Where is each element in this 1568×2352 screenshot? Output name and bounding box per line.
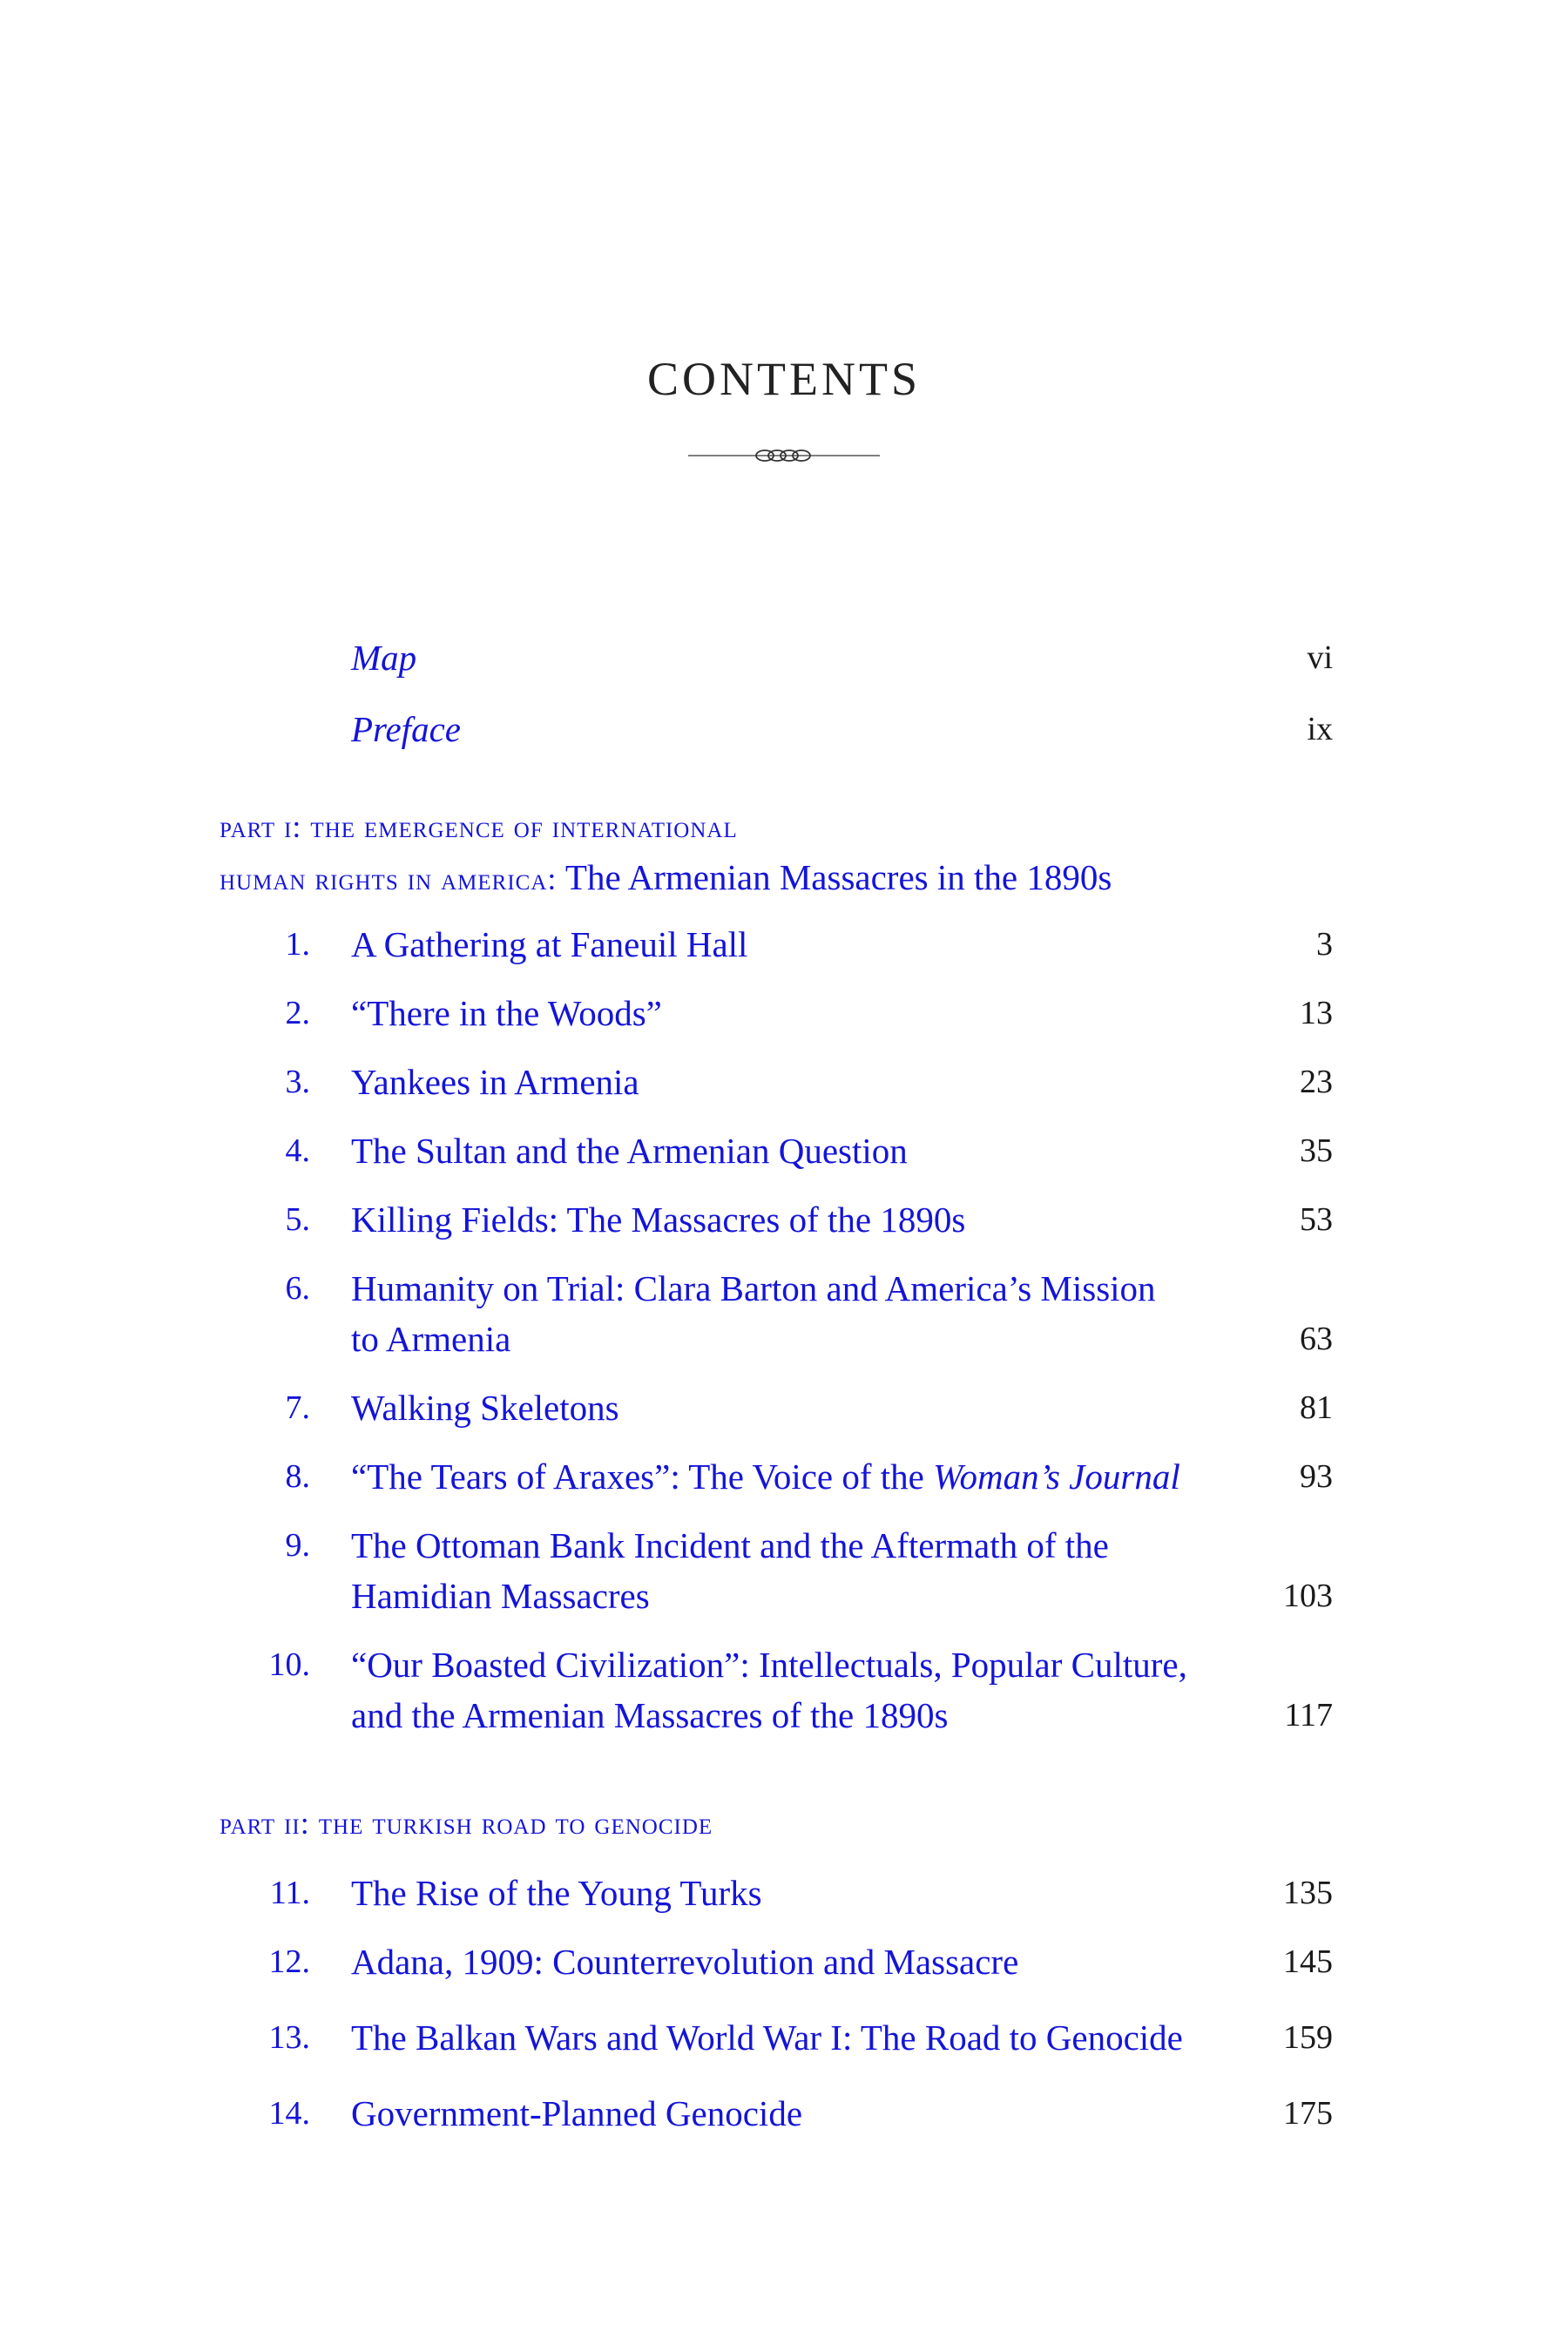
part-heading-1[interactable]	[220, 801, 1439, 904]
ornament-divider	[688, 443, 880, 469]
chapter-number: 6.	[285, 1270, 310, 1307]
part-heading-line: human rights in america: The Armenian Massacres in the 1890s	[220, 857, 1112, 897]
chapter-number: 13.	[268, 2019, 310, 2056]
chapter-page: 145	[1283, 1943, 1333, 1980]
chapter-number: 14.	[268, 2095, 310, 2132]
chapter-page: 135	[1283, 1875, 1333, 1911]
chapter-page: 35	[1300, 1132, 1333, 1169]
chapter-title[interactable]: Government-Planned Genocide	[351, 2093, 803, 2133]
chapter-number: 10.	[268, 1646, 310, 1683]
chapter-number: 7.	[285, 1389, 310, 1426]
chapter-title[interactable]: The Rise of the Young Turks	[351, 1873, 762, 1913]
chapter-number: 1.	[285, 926, 310, 963]
chapter-title-cont[interactable]: to Armenia	[351, 1319, 511, 1359]
chapter-title[interactable]: Adana, 1909: Counterrevolution and Massacre	[351, 1942, 1019, 1982]
chapter-title[interactable]: Walking Skeletons	[351, 1388, 619, 1428]
chapter-number: 11.	[269, 1875, 310, 1911]
chapter-page: 63	[1300, 1321, 1333, 1357]
chapter-number: 12.	[268, 1943, 310, 1980]
chapter-page: 3	[1316, 926, 1333, 963]
chapter-page: 13	[1300, 995, 1333, 1031]
chapter-title[interactable]: Humanity on Trial: Clara Barton and America’s Mission	[351, 1268, 1156, 1308]
chapter-number: 9.	[285, 1527, 310, 1564]
chapter-title[interactable]: The Ottoman Bank Incident and the Aftermath of the	[351, 1525, 1109, 1565]
page-title: CONTENTS	[647, 353, 921, 405]
chapter-title[interactable]: Yankees in Armenia	[351, 1062, 639, 1102]
chapter-title[interactable]: Killing Fields: The Massacres of the 1890s	[351, 1200, 966, 1240]
toc-entry-title[interactable]: Map	[351, 638, 417, 678]
chapter-number: 3.	[285, 1064, 310, 1100]
chapter-page: 53	[1300, 1201, 1333, 1238]
chapter-title-cont[interactable]: and the Armenian Massacres of the 1890s	[351, 1695, 949, 1735]
chapter-page: 175	[1283, 2095, 1333, 2132]
chapter-title[interactable]: “Our Boasted Civilization”: Intellectuals, Popular Culture,	[351, 1645, 1187, 1685]
chapter-number: 5.	[285, 1201, 310, 1238]
part-heading-line: part i: the emergence of international	[220, 809, 738, 844]
chapter-title[interactable]: “The Tears of Araxes”: The Voice of the Woman’s Journal	[351, 1456, 1180, 1497]
chapter-page: 159	[1283, 2019, 1333, 2056]
chapter-page: 103	[1283, 1578, 1333, 1614]
chapter-number: 2.	[285, 995, 310, 1031]
chapter-title[interactable]: The Balkan Wars and World War I: The Road to Genocide	[351, 2017, 1183, 2058]
chapter-title[interactable]: The Sultan and the Armenian Question	[351, 1131, 908, 1171]
part-heading-line: part ii: the turkish road to genocide	[220, 1806, 713, 1841]
chapter-title[interactable]: “There in the Woods”	[351, 993, 662, 1033]
chapter-page: 117	[1284, 1697, 1333, 1734]
chapter-title[interactable]: A Gathering at Faneuil Hall	[351, 924, 748, 964]
part-heading-2[interactable]	[220, 1798, 1439, 1848]
chapter-title-cont[interactable]: Hamidian Massacres	[351, 1576, 650, 1616]
toc-entry-page: ix	[1307, 711, 1333, 747]
chapter-page: 93	[1300, 1458, 1333, 1495]
chapter-number: 8.	[285, 1458, 310, 1495]
toc-entry-title[interactable]: Preface	[351, 709, 461, 749]
chapter-page: 23	[1300, 1064, 1333, 1100]
chapter-page: 81	[1300, 1389, 1333, 1426]
toc-entry-page: vi	[1307, 639, 1333, 676]
chapter-number: 4.	[285, 1132, 310, 1169]
